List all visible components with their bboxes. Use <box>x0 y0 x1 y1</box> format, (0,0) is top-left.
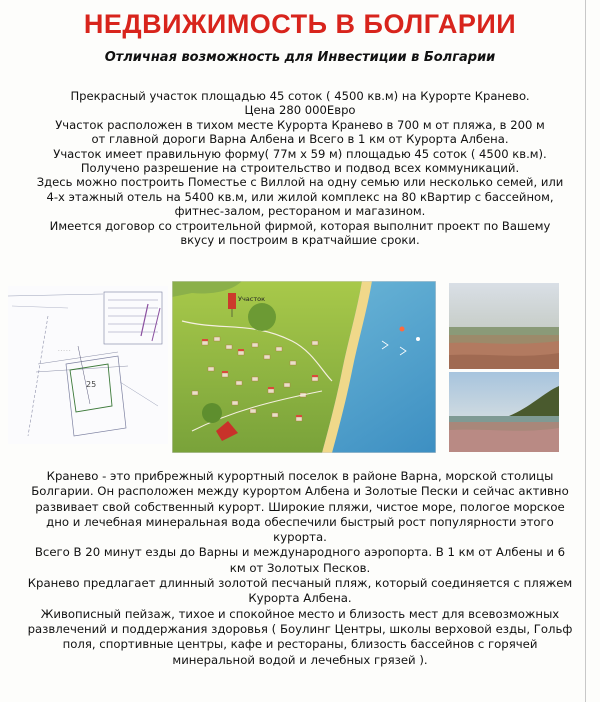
about-line: Болгарии. Он расположен между курортом Албена и Золотые Пески и сейчас активно <box>31 484 569 499</box>
offer-line: фитнес-залом, рестораном и магазином. <box>174 204 426 219</box>
about-line: Кранево предлагает длинный золотой песчаный пляж, который соединяется с пляжем <box>27 576 573 591</box>
offer-price: Цена 280 000Евро <box>244 103 356 118</box>
offer-line: Здесь можно построить Поместье с Виллой на одну семью или несколько семей, или <box>36 175 564 190</box>
offer-line: 4-х этажный отель на 5400 кв.м, или жилой комплекс на 80 кВартир с бассейном, <box>46 189 554 204</box>
resort-map-image <box>172 281 436 453</box>
offer-line: Имеется договор со строительной фирмой, которая выполнит проект по Вашему <box>49 218 551 233</box>
about-line: Кранево - это прибрежный курортный поселок в районе Варна, морской столицы <box>46 469 554 483</box>
about-line: минеральной водой и лечебных грязей ). <box>172 652 428 667</box>
about-line: развлечений и поддержания здоровья ( Боулинг Центры, школы верховой езды, Гольф <box>27 621 573 636</box>
plot-label: Участок <box>238 295 266 303</box>
about-line: Живописный пейзаж, тихое и спокойное место и близость мест для всевозможных <box>40 606 560 621</box>
landscape-photo-bottom <box>449 372 559 452</box>
about-line: развивает свой собственный курорт. Широкие пляжи, чистое море, пологое морское <box>35 499 565 514</box>
plan-number: 25 <box>86 380 97 389</box>
offer-line: Прекрасный участок площадью 45 соток ( 4500 кв.м) на Курорте Краневo. <box>70 89 530 103</box>
offer-line: вкусу и построим в кратчайшие сроки. <box>180 233 420 248</box>
about-line: Всего В 20 минут езды до Варны и международного аэропорта. В 1 км от Албены и 6 <box>34 545 566 560</box>
page-subtitle: Отличная возможность для Инвестиции в Болгарии <box>104 50 496 65</box>
svg-text:- - - - -: - - - - - <box>58 348 71 353</box>
about-line: дно и лечебная минеральная вода обеспечили быстрый рост популярности этого <box>46 514 554 529</box>
about-line: км от Золотых Песков. <box>229 560 371 575</box>
about-kranevo <box>12 469 588 668</box>
landscape-photo-top <box>449 283 559 369</box>
about-line: курорта. <box>273 530 327 545</box>
offer-line: Получено разрешение на строительство и подвод всех коммуникаций. <box>80 161 520 176</box>
offer-line: Участок имеет правильную форму( 77м х 59 м) площадью 45 соток ( 4500 кв.м). <box>53 146 547 161</box>
offer-line: Участок расположен в тихом месте Курорта Кранево в 700 м от пляжа, в 200 м <box>55 117 545 132</box>
offer-line: от главной дороги Варна Албена и Всего в 1 км от Курорта Албена. <box>91 132 509 147</box>
about-line: Курорта Албена. <box>248 591 352 606</box>
cadastral-plan-image <box>8 286 168 444</box>
about-line: поля, спортивные центры, кафе и рестораны, близость бассейнов с горячей <box>62 637 538 652</box>
page-title: НЕДВИЖИМОСТЬ В БОЛГАРИИ <box>83 9 517 39</box>
offer-description <box>12 89 588 247</box>
